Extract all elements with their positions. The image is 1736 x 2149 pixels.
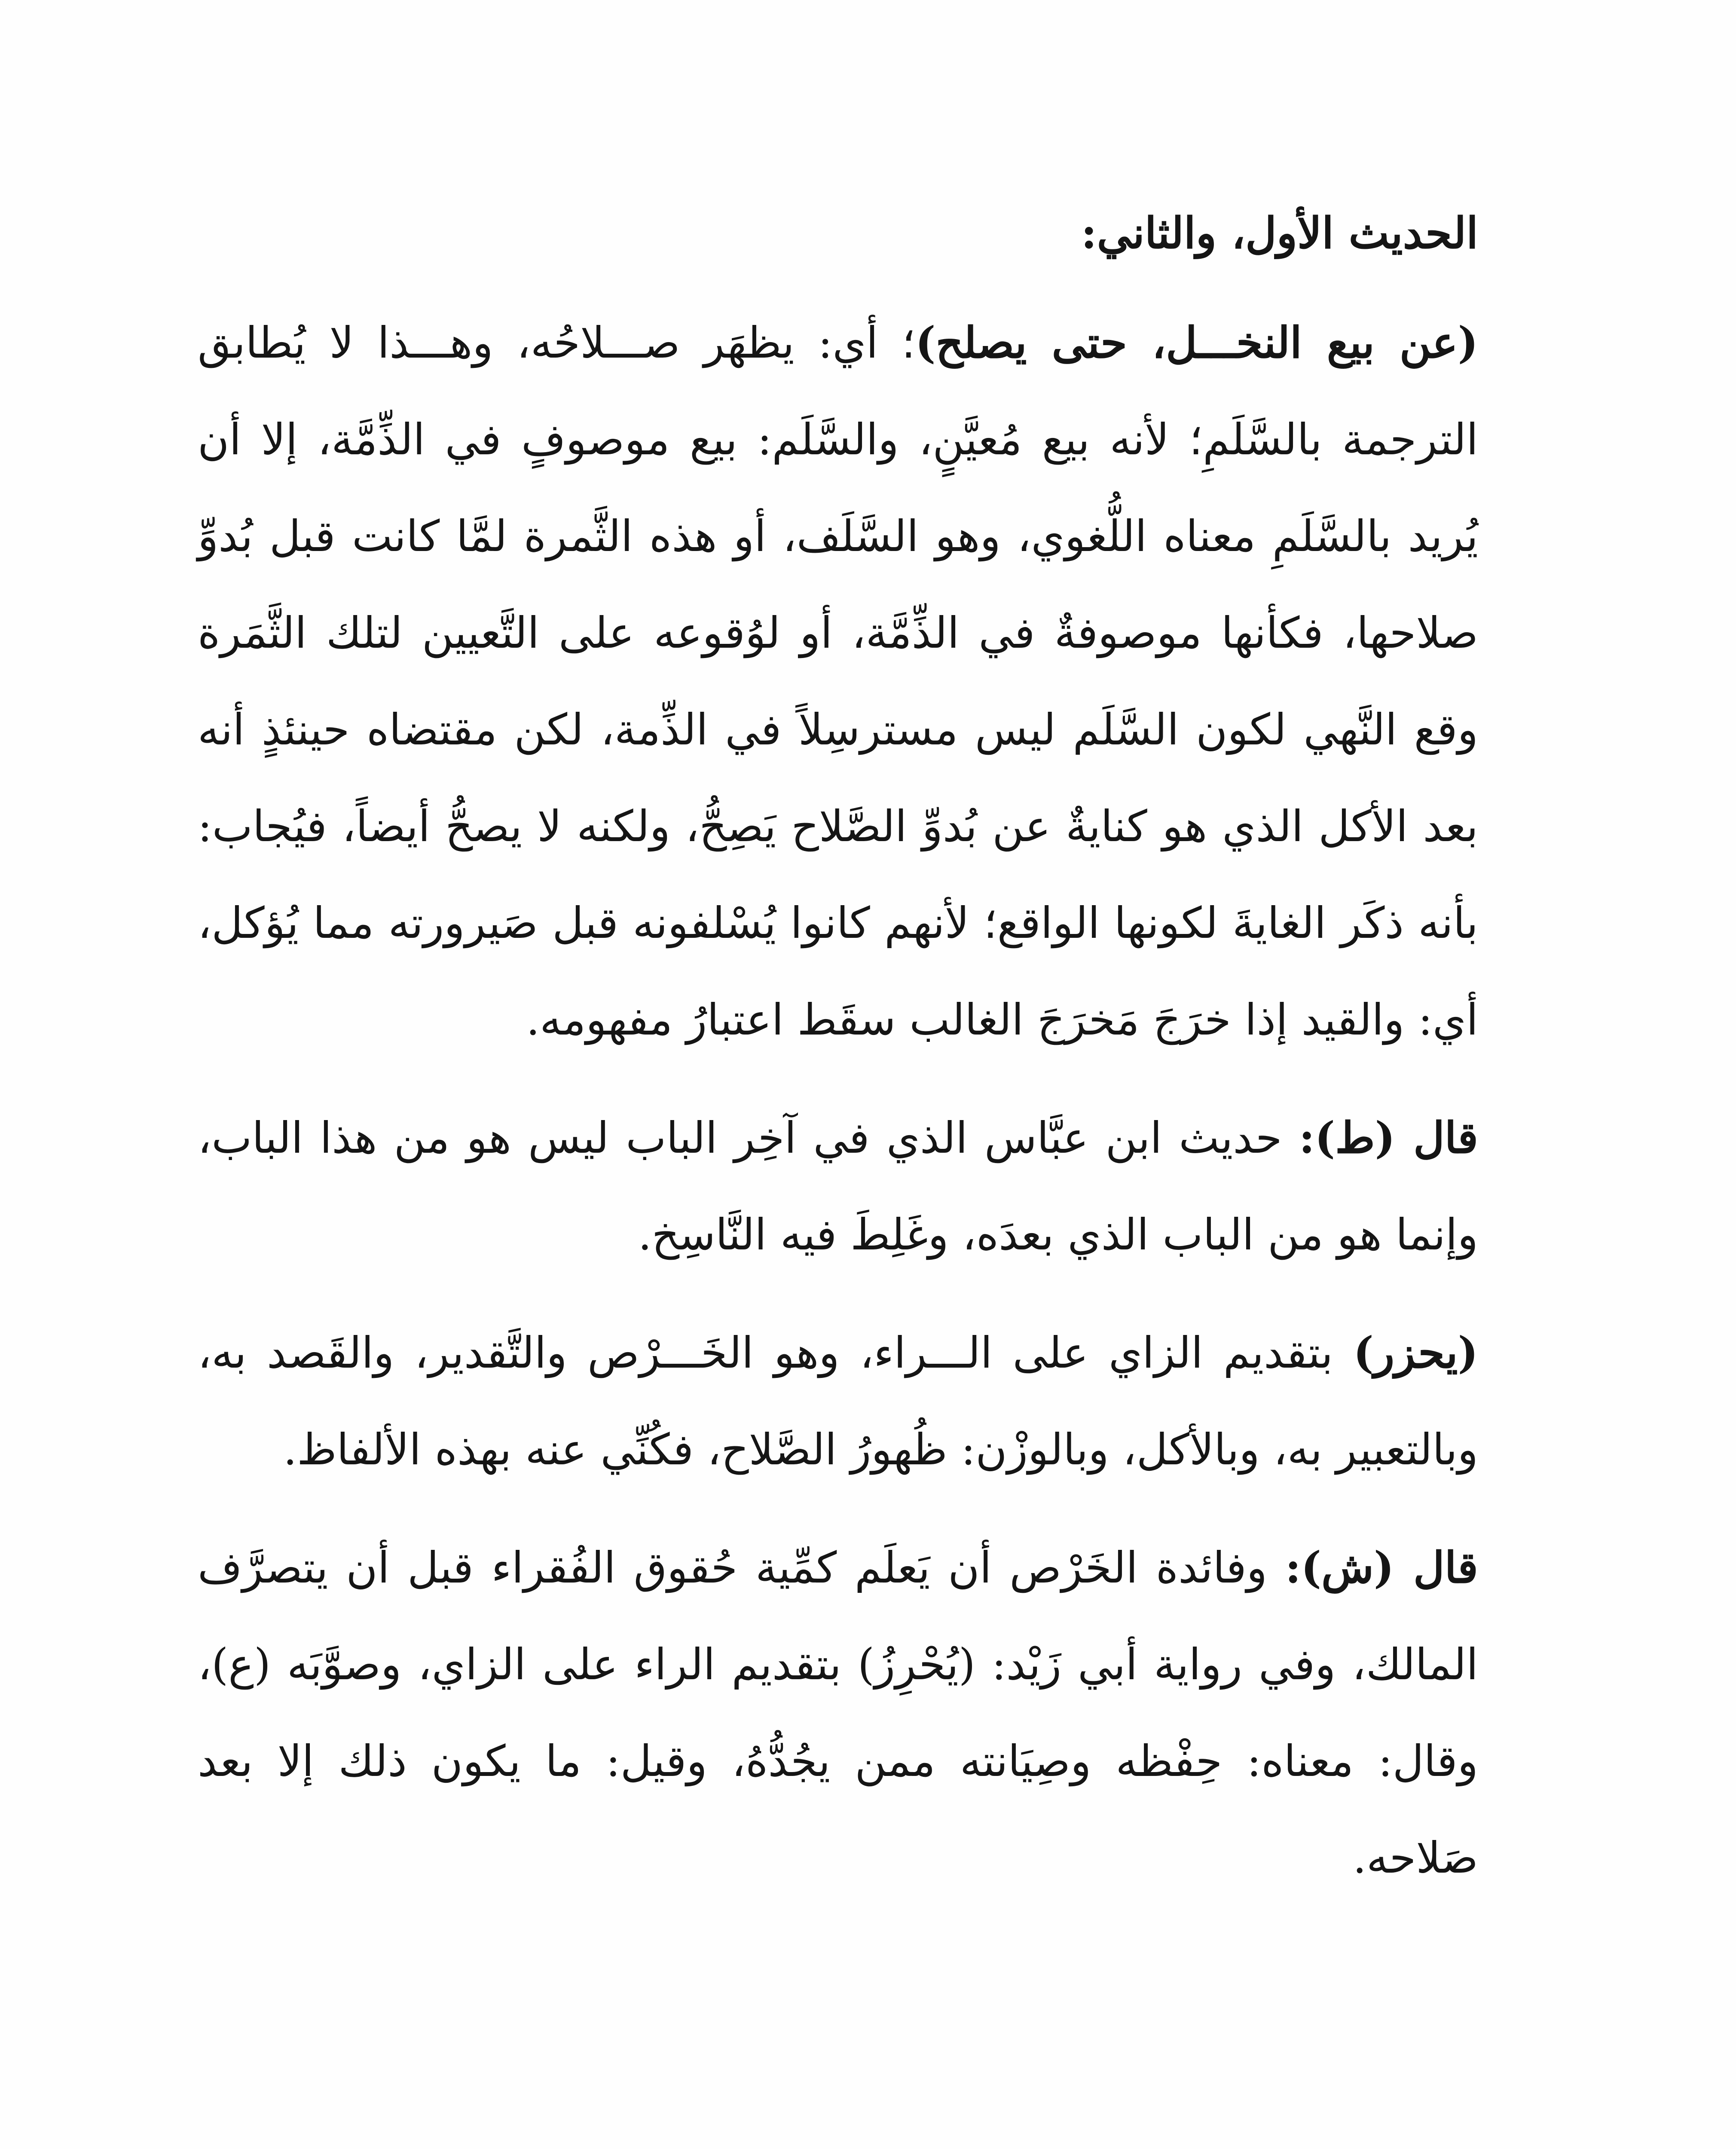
paragraph-lead: (عن بيع النخـــل، حتى يصلح) [915,317,1478,368]
paragraph-text: بتقديم الزاي على الـــراء، وهو الخَـــرْص والتَّقدير، والقَصد به، وبالتعبير به، وبالأكل، وبالوزْن: ظُهورُ الصَّلاح، فكُنِّي عنه بهذه الألفاظ. [198,1328,1478,1475]
paragraph-lead: قال (ش): [1285,1542,1478,1593]
paragraph-lead: (يحزر) [1353,1327,1478,1378]
page-body [198,185,1478,1906]
paragraph-text: حديث ابن عبَّاس الذي في آخِر الباب ليس هو من هذا الباب، وإنما هو من الباب الذي بعدَه، وغَلِطَ فيه النَّاسِخ. [198,1113,1478,1260]
paragraph-1 [198,294,1478,1068]
paragraph-3 [198,1304,1478,1498]
paragraph-text: وفائدة الخَرْص أن يَعلَم كمِّية حُقوق الفُقراء قبل أن يتصرَّف المالك، وفي رواية أبي زَيْد: (يُحْرِزُ) بتقديم الراء على الزاي، وصوَّبَه (ع)، وقال: معناه: حِفْظه وصِيَانته ممن يجُدُّهُ، وقيل: ما يكون ذلك إلا بعد صَلاحه. [198,1543,1478,1883]
paragraph-2 [198,1090,1478,1283]
paragraph-4 [198,1519,1478,1906]
paragraph-lead: قال (ط): [1299,1112,1478,1163]
section-heading: الحديث الأول، والثاني: [1081,208,1478,258]
paragraph-text: ؛ أي: يظهَر صـــلاحُه، وهـــذا لا يُطابق الترجمة بالسَّلَمِ؛ لأنه بيع مُعيَّنٍ، والسَّلَم: بيع موصوفٍ في الذِّمَّة، إلا أن يُريد بالسَّلَمِ معناه اللُّغوي، وهو السَّلَف، أو هذه الثَّمرة لمَّا كانت قبل بُدوِّ صلاحها، فكأنها موصوفةٌ في الذِّمَّة، أو لوُقوعه على التَّعيين لتلك الثَّمَرة وقع النَّهي لكون السَّلَم ليس مسترسِلاً في الذِّمة، لكن مقتضاه حينئذٍ أنه بعد الأكل الذي هو كنايةٌ عن بُدوِّ الصَّلاح يَصِحُّ، ولكنه لا يصحُّ أيضاً، فيُجاب: بأنه ذكَر الغايةَ لكونها الواقع؛ لأنهم كانوا يُسْلفونه قبل صَيرورته مما يُؤكل، أي: والقيد إذا خرَجَ مَخرَجَ الغالب سقَط اعتبارُ مفهومه. [198,318,1478,1045]
